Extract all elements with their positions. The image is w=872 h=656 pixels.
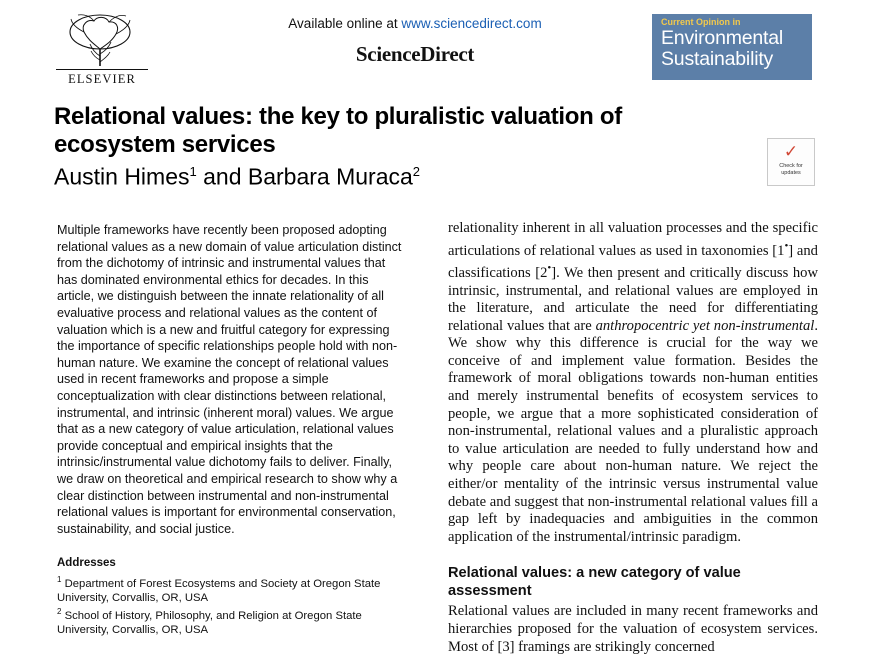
intro-part-3: ]. We then present and critically discuss how intrinsic, instrumental, and relational values are employed in the literature, and articulate the need for differentiating relational values that are (448, 264, 818, 334)
citation-1-star: • (784, 239, 789, 252)
author-conjunction: and (196, 163, 248, 190)
citation-2-star: • (547, 262, 552, 275)
elsevier-tree-icon (54, 10, 146, 68)
sciencedirect-link[interactable]: www.sciencedirect.com (401, 16, 542, 31)
crossmark-badge[interactable] (767, 138, 815, 186)
address-2-marker: 2 (57, 607, 62, 617)
section-heading-relational-values: Relational values: a new category of value assessment (448, 565, 741, 600)
intro-part-2: ] and classifications [2 (448, 242, 818, 281)
intro-italic-phrase: anthropocentric yet non-instrumental (595, 317, 815, 334)
article-authors (54, 158, 694, 191)
sciencedirect-wordmark: ScienceDirect (355, 42, 475, 66)
crossmark-label-line-2: updates (781, 170, 801, 176)
author-2-name: Barbara Muraca (247, 163, 413, 190)
intro-part-1: relationality inherent in all valuation processes and the specific articulations of relational values as used in taxonomies [1 (448, 220, 818, 259)
abstract-text: Multiple frameworks have recently been proposed adopting relational values as a new domain of value articulation distinct from the dichotomy of intrinsic and instrumental values that has dominated environmental ethics for decades. In this article, we distinguish between the innate relationality of all evaluative process and relational values as the content of valuation which is a new and fruitful category for expressing the importance of specific relationships people hold with non-human nature. We examine the concept of relational values used in recent frameworks and propose a simple conceptualization with clear distinctions between relational, instrumental, and intrinsic (inherent moral) values. We argue that as a new category of value articulation, relational values provide conceptual and empirical insights that the intrinsic/instrumental value dichotomy fails to deliver. Finally, we draw on theoretical and empirical research to show why a clear distinction between instrumental and non-instrumental relational values is important for environmental conservation, sustainability, and social justice. (57, 223, 402, 536)
right-column (448, 220, 818, 656)
intro-continuation-paragraph (448, 220, 818, 546)
address-1 (57, 574, 381, 604)
author-1-affiliation-marker: 1 (189, 164, 197, 179)
elsevier-wordmark: ELSEVIER (68, 72, 136, 86)
journal-title-line-2: Sustainability (661, 48, 774, 70)
address-2 (57, 607, 362, 637)
elsevier-divider (56, 69, 148, 70)
crossmark-check-icon: ✓ (783, 142, 799, 161)
article-title: Relational values: the key to pluralistic valuation of ecosystem services (54, 103, 622, 158)
journal-cover-badge (652, 14, 812, 80)
elsevier-logo (54, 10, 150, 88)
author-2-affiliation-marker: 2 (412, 164, 421, 179)
journal-title-line-1: Environmental (661, 27, 784, 49)
addresses-heading: Addresses (57, 557, 116, 570)
journal-header-band (0, 0, 872, 92)
journal-kicker: Current Opinion in (661, 17, 741, 27)
crossmark-label-line-1: Check for (779, 163, 803, 169)
author-1-name: Austin Himes (54, 163, 190, 190)
available-online-line (230, 16, 600, 31)
intro-part-4: . We show why this difference is crucial for the way we conceive of and implement value formation. Besides the framework of moral obligations towards non-human entities and merely instrumental benefits of ecosystem services to people, we argue that a more sophisticated consideration of non-instrumental, relational values and a pluralistic approach to value articulation are needed to fully understand how and why people care about non-human nature. We reject the either/or mentality of the intrinsic versus instrumental value debate and suggest that non-instrumental relational values fill a gap left by inadequacies and ambiguities in the common application of the instrumental/intrinsic paradigm. (448, 317, 818, 545)
address-1-text: Department of Forest Ecosystems and Society at Oregon State University, Corvallis, OR, USA (57, 577, 381, 604)
address-2-text: School of History, Philosophy, and Religion at Oregon State University, Corvallis, OR, USA (57, 609, 362, 637)
section-body-paragraph: Relational values are included in many recent frameworks and hierarchies proposed for the valuation of ecosystem services. Most of [3] framings are strikingly concerned (448, 603, 818, 655)
available-online-text: Available online at (288, 16, 402, 31)
address-1-marker: 1 (57, 574, 62, 584)
left-column (57, 222, 409, 637)
address-list (57, 573, 409, 637)
